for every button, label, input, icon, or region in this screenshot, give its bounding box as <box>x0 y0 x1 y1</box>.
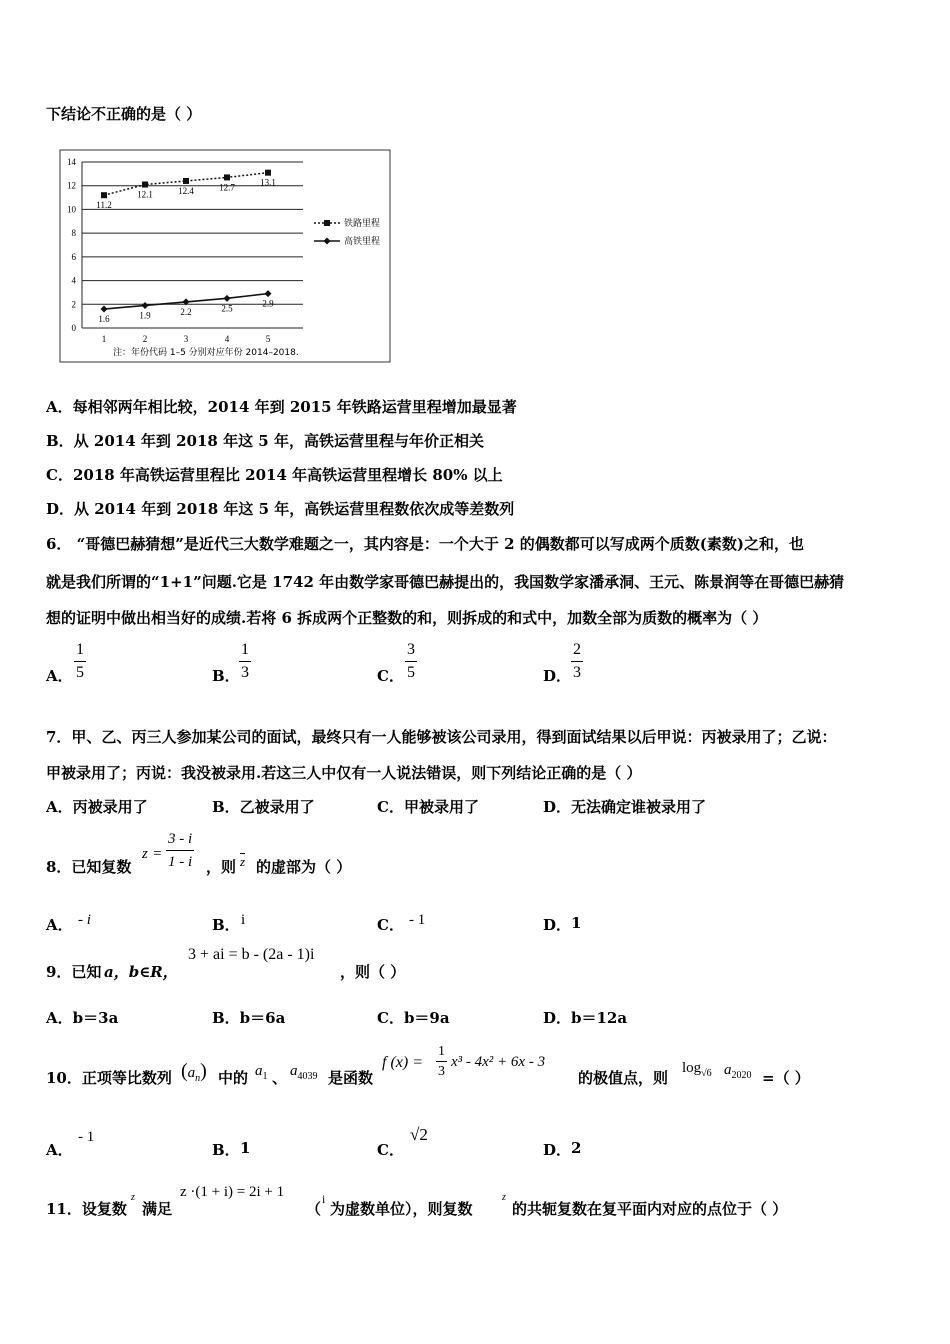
legend-marker-0 <box>324 220 330 226</box>
data-label-1-4: 2.9 <box>262 298 274 309</box>
q11-prefix: 11．设复数 <box>46 1200 127 1218</box>
q5-option-a: A．每相邻两年相比较，2014 年到 2015 年铁路运营里程增加最显著 <box>46 398 517 416</box>
x-tick-2: 2 <box>142 334 148 344</box>
q5-option-b: B．从 2014 年到 2018 年这 5 年，高铁运营里程与年价正相关 <box>46 432 484 450</box>
data-label-1-0: 1.6 <box>98 314 110 325</box>
q9-vars: a，b∈R， <box>104 963 178 981</box>
data-label-0-2: 12.4 <box>178 185 194 196</box>
q7-option-b: B．乙被录用了 <box>212 798 315 816</box>
q7-option-a: A．丙被录用了 <box>46 798 148 816</box>
q10-option-d-value: 2 <box>571 1139 582 1157</box>
q9-suffix: ，则（ ） <box>340 963 406 981</box>
x-tick-3: 3 <box>183 334 189 344</box>
y-tick-12: 12 <box>67 180 76 191</box>
q7-option-c: C．甲被录用了 <box>377 798 479 816</box>
q10-option-c-value: √2 <box>410 1125 428 1144</box>
q11-equation: z ·(1 + i) = 2i + 1 <box>180 1184 285 1200</box>
q6-option-c-label: C． <box>377 667 404 685</box>
q8-fraction: 3 - i 1 - i <box>168 831 193 870</box>
q10-mid3: 的极值点，则 <box>578 1069 669 1087</box>
q10-option-a-label: A． <box>46 1141 73 1159</box>
q10-a1: $a_1$ <box>255 1063 268 1082</box>
q6-line-1: 6． “哥德巴赫猜想”是近代三大数学难题之一，其内容是：一个大于 2 的偶数都可以写成两个质数(素数)之和，也 <box>46 535 804 553</box>
chart-note: 注：年份代码 1–5 分别对应年份 2014–2018. <box>113 348 299 358</box>
q5-option-c: C．2018 年高铁运营里程比 2014 年高铁运营里程增长 80% 以上 <box>46 466 503 484</box>
q7-line-2: 甲被录用了；丙说：我没被录用.若这三人中仅有一人说法错误，则下列结论正确的是（ ） <box>46 764 642 782</box>
legend-label-1: 高铁里程 <box>344 237 381 247</box>
data-label-0-3: 12.7 <box>219 182 235 193</box>
q6-option-c-fraction: 3 5 <box>407 641 415 681</box>
q11-z2: z <box>502 1192 506 1203</box>
x-tick-4: 4 <box>224 334 230 344</box>
q6-line-2: 就是我们所谓的“1+1”问题.它是 1742 年由数学家哥德巴赫提出的，我国数学家潘承洞、王元、陈景润等在哥德巴赫猜 <box>46 573 845 591</box>
q10-mid1: 中的 <box>218 1069 249 1087</box>
data-label-0-1: 12.1 <box>137 189 153 200</box>
q8-option-b-value: i <box>241 912 246 928</box>
point-0-0 <box>101 192 107 198</box>
q10-prefix: 10．正项等比数列 <box>46 1069 172 1087</box>
q11-suffix: 的共轭复数在复平面内对应的点位于（ ） <box>512 1200 788 1218</box>
line-chart <box>58 148 398 368</box>
point-0-1 <box>142 182 148 188</box>
q10-poly: x³ - 4x² + 6x - 3 <box>451 1054 546 1070</box>
q10-f: f (x) = <box>382 1054 423 1071</box>
q10-suffix: =（ ） <box>762 1069 810 1087</box>
y-tick-8: 8 <box>71 228 76 239</box>
q11-mid1: 满足 <box>142 1200 173 1218</box>
q8-option-b-label: B． <box>212 916 240 934</box>
data-label-0-4: 13.1 <box>260 177 276 188</box>
legend-label-0: 铁路里程 <box>344 219 381 229</box>
q10-log-arg: $a_{2020}$ <box>724 1062 752 1081</box>
q11-mid2: 为虚数单位），则复数 <box>330 1200 473 1218</box>
q11-i: i <box>322 1192 326 1206</box>
y-tick-2: 2 <box>71 299 76 310</box>
q6-option-a-label: A． <box>46 667 73 685</box>
q11-paren: （ <box>306 1200 322 1218</box>
q8-eq: = <box>153 846 162 862</box>
q8-option-d-value: 1 <box>571 914 582 932</box>
point-0-3 <box>224 174 230 180</box>
q6-option-b-fraction: 1 3 <box>241 641 249 681</box>
data-label-1-1: 1.9 <box>139 310 151 321</box>
q6-option-b-label: B． <box>212 667 240 685</box>
q10-seq: $(a_n)$ <box>181 1060 207 1084</box>
q8-mid: ，则 <box>206 858 237 876</box>
q9-option-a: A．b＝3a <box>46 1009 119 1027</box>
q8-option-a-value: - i <box>78 912 91 928</box>
q9-option-b: B．b＝6a <box>212 1009 286 1027</box>
q6-option-a-fraction: 1 5 <box>76 641 84 681</box>
q10-option-c-label: C． <box>377 1141 404 1159</box>
y-tick-14: 14 <box>67 157 76 167</box>
x-tick-5: 5 <box>265 334 271 344</box>
q8-option-c-value: - 1 <box>409 912 426 928</box>
q8-z: z <box>142 846 148 862</box>
q6-line-3: 想的证明中做出相当好的成绩.若将 6 拆成两个正整数的和，则拆成的和式中，加数全部为质数的概率为（ ） <box>46 609 768 627</box>
y-tick-0: 0 <box>71 323 76 333</box>
y-tick-10: 10 <box>67 204 76 215</box>
q8-option-c-label: C． <box>377 916 404 934</box>
q10-fraction: 1 3 <box>438 1044 445 1079</box>
q10-a2: $a_{4039}$ <box>290 1063 318 1082</box>
q9-option-c: C．b＝9a <box>377 1009 450 1027</box>
q9-prefix: 9．已知 <box>46 963 102 981</box>
q8-option-a-label: A． <box>46 916 73 934</box>
q8-option-d-label: D． <box>543 916 572 934</box>
q10-option-b-label: B． <box>212 1141 240 1159</box>
q8-prefix: 8．已知复数 <box>46 858 132 876</box>
q6-option-d-label: D． <box>543 667 572 685</box>
q5-option-d: D．从 2014 年到 2018 年这 5 年，高铁运营里程数依次成等差数列 <box>46 500 515 518</box>
q10-option-b-value: 1 <box>240 1139 251 1157</box>
y-tick-6: 6 <box>71 251 76 262</box>
q11-z1: z <box>131 1192 135 1203</box>
q8-suffix: 的虚部为（ ） <box>256 858 352 876</box>
q8-z-eq <box>142 844 162 863</box>
data-label-1-3: 2.5 <box>221 303 233 314</box>
x-tick-1: 1 <box>101 334 107 344</box>
intro-text: 下结论不正确的是（ ） <box>46 105 202 123</box>
q10-option-d-label: D． <box>543 1141 572 1159</box>
data-label-0-0: 11.2 <box>96 200 112 211</box>
q10-option-a-value: - 1 <box>78 1129 95 1145</box>
q10-sep: 、 <box>272 1069 288 1087</box>
y-tick-4: 4 <box>71 275 76 286</box>
data-label-1-2: 2.2 <box>180 306 192 317</box>
point-0-2 <box>183 178 189 184</box>
q7-option-d: D．无法确定谁被录用了 <box>543 798 707 816</box>
q6-option-d-fraction: 2 3 <box>573 641 581 681</box>
q10-mid2: 是函数 <box>328 1069 374 1087</box>
point-0-4 <box>265 170 271 176</box>
q9-equation: 3 + ai = b - (2a - 1)i <box>188 946 315 963</box>
q8-zbar: z <box>240 854 246 869</box>
q10-log: $\log_{√6}$ <box>682 1060 712 1079</box>
q7-line-1: 7．甲、乙、丙三人参加某公司的面试，最终只有一人能够被该公司录用，得到面试结果以后甲说：丙被录用了；乙说： <box>46 728 837 746</box>
q9-option-d: D．b＝12a <box>543 1009 628 1027</box>
